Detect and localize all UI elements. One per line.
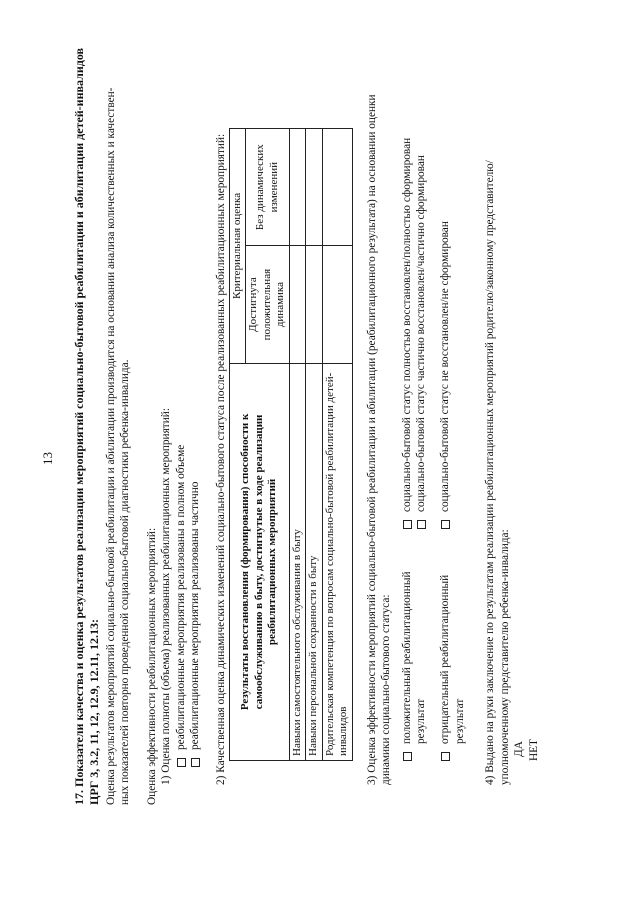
page-content <box>72 45 541 805</box>
table-row-label: Навыки самостоятельного обслуживания в быту <box>289 363 306 760</box>
item-1-option-full: реабилитационные мероприятия реализованы в полном объеме <box>174 45 188 805</box>
table-cell[interactable] <box>289 246 306 363</box>
table-row <box>306 129 323 761</box>
item-4-line-1: 4) Выдано на руки заключение по результатам реализации реабилитационных мероприятий родителю/законному представителю/ <box>484 160 497 785</box>
checkbox-icon[interactable] <box>441 752 450 761</box>
item-3: 3) Оценка эффективности мероприятий социально-бытовой реабилитации и абилитации (реабилитационного результата) на основании оценки динамики социально-бытового статуса: <box>365 94 393 785</box>
item-4-line-2: уполномоченному представителю ребенка-инвалида: <box>498 529 511 785</box>
positive-option-partial: социально-бытовой статус частично восстановлен/частично сформирован <box>414 138 428 529</box>
item-2: 2) Качественная оценка динамических изменений социально-бытового статуса после реализованных реабилитационных мероприятий: <box>215 133 228 785</box>
answer-no[interactable]: НЕТ <box>527 739 540 761</box>
checkbox-icon[interactable] <box>191 758 200 767</box>
intro-line-2: ных показателей повторно проведенной социально-бытовой диагностики ребенка-инвалида. <box>119 359 132 805</box>
effectiveness-title: Оценка эффективности реабилитационных мероприятий: <box>145 527 158 805</box>
intro-line-1: Оценка результатов мероприятий социально-бытовой реабилитации и абилитации производится на основании анализа количественных и качествен- <box>105 87 117 805</box>
table-cell[interactable] <box>306 246 323 363</box>
negative-option: социально-бытовой статус не восстановлен/не сформирован <box>438 221 452 529</box>
checkbox-icon[interactable] <box>177 758 186 767</box>
positive-option-full: социально-бытовой статус полностью восстановлен/полностью сформирован <box>400 138 414 529</box>
table-row-label: Навыки персональной сохранности в быту <box>306 363 323 760</box>
result-options <box>400 45 478 805</box>
item-1-option-partial: реабилитационные мероприятия реализованы частично <box>188 45 202 805</box>
table-cell[interactable] <box>289 129 306 246</box>
table-header-criteria: Критериальная оценка <box>229 129 246 364</box>
table-cell[interactable] <box>306 129 323 246</box>
table-row-label: Родительская компетенция по вопросам социально-бытовой реабилитации детей-инвалидов <box>322 363 352 760</box>
checkbox-icon[interactable] <box>441 520 450 529</box>
dynamics-table <box>229 128 353 761</box>
page-number: 13 <box>40 452 55 465</box>
checkbox-icon[interactable] <box>417 520 426 529</box>
table-header-results: Результаты восстановления (формирования) способности к самообслуживанию в быту, достигнутые в ходе реализации реабилитационных мероприятий <box>229 363 289 760</box>
table-row <box>322 129 352 761</box>
section-heading: 17. Показатели качества и оценка результатов реализации мероприятий социально-бытовой реабилитации и абилитации детей-инвалидов ЦРГ 3, 3.2, 11, 12, 12.9, 12.11, 12.13: <box>72 48 101 805</box>
table-header-no-change: Без динамических изменений <box>246 129 290 246</box>
item-1: 1) Оценка полноты (объема) реализованных реабилитационных мероприятий: <box>160 408 173 785</box>
checkbox-icon[interactable] <box>403 520 412 529</box>
positive-result: положительный реабилитационный результат социально-бытовой статус полностью восстановлен/полностью сформирован социально-бытовой статус частично восстановлен/частично сформирован <box>400 45 429 761</box>
table-cell[interactable] <box>322 246 352 363</box>
table-cell[interactable] <box>322 129 352 246</box>
answer-yes[interactable]: ДА <box>513 741 526 757</box>
table-row <box>289 129 306 761</box>
checkbox-icon[interactable] <box>403 752 412 761</box>
table-header-positive: Достигнута положительная динамика <box>246 246 290 363</box>
negative-result: отрицательный реабилитационный результат социально-бытовой статус не восстановлен/не сформирован <box>438 45 467 761</box>
